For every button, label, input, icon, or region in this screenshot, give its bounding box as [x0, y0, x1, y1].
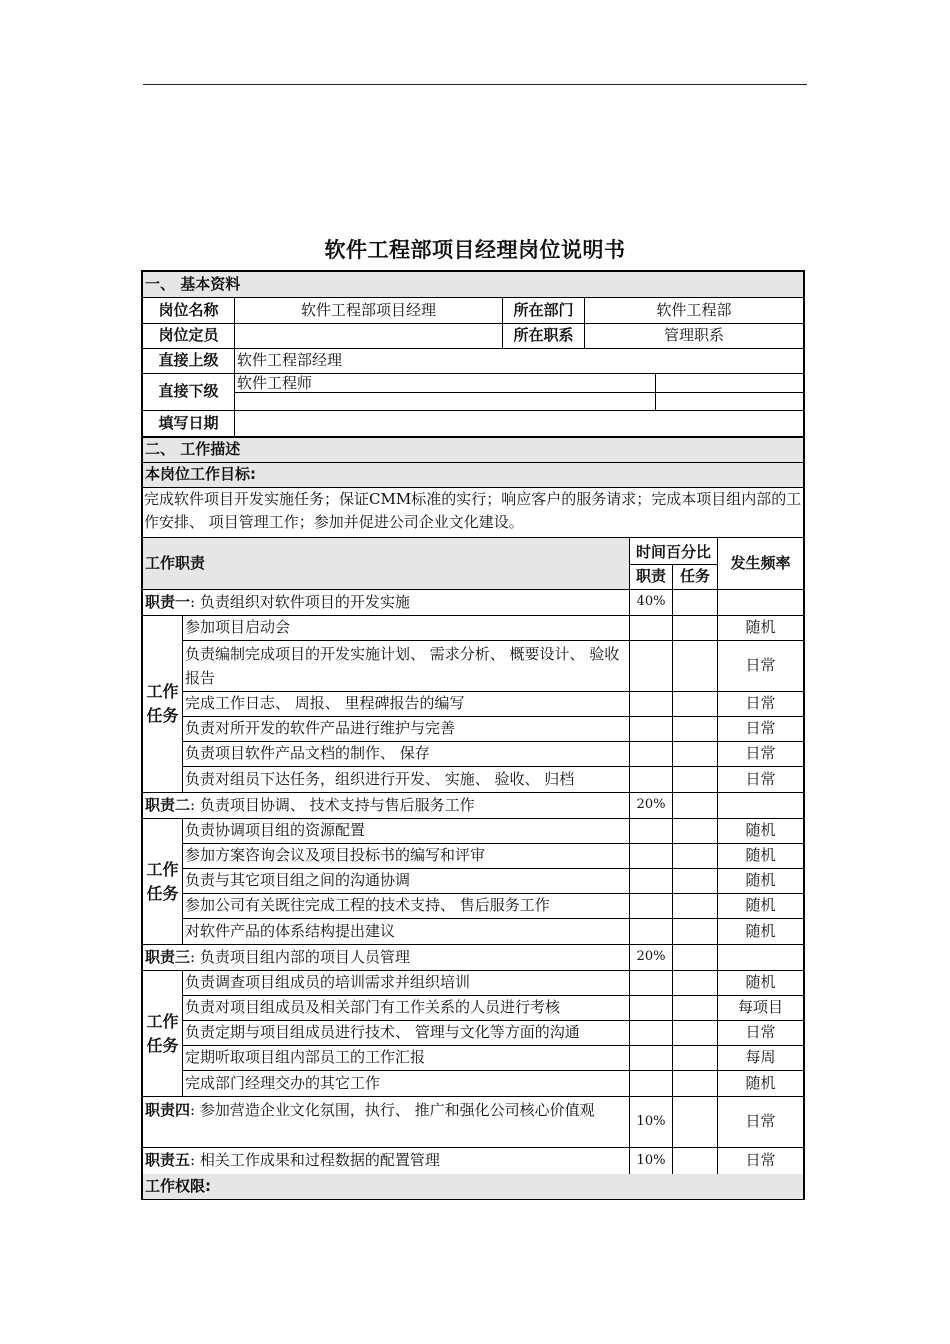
duty-text: [143, 793, 630, 818]
authority-row: [143, 1174, 803, 1199]
task-duty-pct: [630, 819, 673, 843]
task-duty-pct: [630, 1071, 673, 1096]
duty-description: : 负责组织对软件项目的开发实施: [190, 592, 410, 611]
task-frequency: 日常: [745, 656, 776, 675]
task-time-pct: [673, 1097, 718, 1147]
duty-frequency: [718, 793, 803, 818]
task-text: 负责与其它项目组之间的沟通协调: [183, 869, 630, 893]
task-duty-pct: [630, 767, 673, 792]
task-text: 负责对项目组成员及相关部门有工作关系的人员进行考核: [183, 996, 630, 1020]
date-row: [143, 411, 803, 438]
department-value: 软件工程部: [656, 300, 732, 319]
task-group-label: 工作 任务: [143, 819, 183, 944]
duty-time-pct: 20%: [630, 793, 673, 818]
task-text: 负责协调项目组的资源配置: [183, 819, 630, 843]
task-frequency: 日常: [745, 744, 776, 763]
duty-text: [143, 1148, 630, 1174]
task-row: [183, 717, 803, 742]
task-group-label: 工作 任务: [143, 616, 183, 792]
subordinate-label: 直接下级: [143, 374, 235, 410]
headcount-row: [143, 324, 803, 349]
task-time-pct: [673, 590, 718, 615]
task-frequency: 随机: [745, 973, 776, 992]
duty-description: : 参加营造企业文化氛围，执行、 推广和强化公司核心价值观: [190, 1101, 595, 1119]
duty-text: [143, 1097, 630, 1147]
task-row: [183, 844, 803, 869]
task-row: [183, 767, 803, 792]
duties-header-row: [143, 538, 803, 590]
task-task-pct: [673, 844, 718, 868]
document-title: 软件工程部项目经理岗位说明书: [324, 238, 626, 262]
duty-text: [143, 590, 630, 615]
duty-time-pct: 20%: [630, 945, 673, 970]
task-row: [183, 641, 803, 692]
task-row: [183, 1071, 803, 1096]
task-frequency: 日常: [745, 1023, 776, 1042]
time-pct-header: [630, 538, 718, 589]
duty-description: : 相关工作成果和过程数据的配置管理: [190, 1151, 440, 1170]
task-text: 完成部门经理交办的其它工作: [183, 1071, 630, 1096]
duty-time-pct: 40%: [630, 590, 673, 615]
duty-col-header: 职责: [630, 565, 673, 589]
duties-label: 工作职责: [143, 538, 630, 589]
task-rows: [183, 616, 803, 792]
task-frequency: 随机: [745, 871, 776, 890]
date-value: [235, 411, 803, 436]
task-row: [183, 996, 803, 1021]
task-duty-pct: [630, 616, 673, 640]
section1-heading-row: [143, 272, 803, 298]
task-row: [183, 819, 803, 844]
task-task-pct: [673, 717, 718, 741]
task-text: 对软件产品的体系结构提出建议: [183, 919, 630, 944]
duty-description: : 负责项目组内部的项目人员管理: [190, 947, 410, 966]
task-frequency: 随机: [745, 921, 776, 940]
task-group: [143, 971, 803, 1097]
task-text: 负责项目软件产品文档的制作、 保存: [183, 742, 630, 766]
task-duty-pct: [630, 1021, 673, 1045]
duty-frequency: [718, 590, 803, 615]
task-frequency: 随机: [745, 846, 776, 865]
duty-prefix: 职责二: [145, 795, 191, 814]
task-row: [183, 894, 803, 919]
task-text: 参加方案咨询会议及项目投标书的编写和评审: [183, 844, 630, 868]
task-text: 定期听取项目组内部员工的工作汇报: [183, 1046, 630, 1070]
task-frequency: 日常: [745, 694, 776, 713]
task-task-pct: [673, 1071, 718, 1096]
superior-row: [143, 349, 803, 374]
duty-time-pct: 10%: [630, 1097, 673, 1147]
task-task-pct: [673, 919, 718, 944]
task-duty-pct: [630, 641, 673, 691]
task-row: [183, 971, 803, 996]
authority-label: 工作权限:: [143, 1174, 803, 1199]
task-frequency: 日常: [745, 769, 776, 788]
task-task-pct: [673, 869, 718, 893]
task-duty-pct: [630, 996, 673, 1020]
task-group-label: 工作 任务: [143, 971, 183, 1096]
duty-prefix: 职责三: [145, 947, 191, 966]
task-task-pct: [673, 819, 718, 843]
task-duty-pct: [630, 971, 673, 995]
goal-text-row: [143, 488, 803, 538]
task-task-pct: [673, 971, 718, 995]
task-duty-pct: [630, 1046, 673, 1070]
position-name-label: 岗位名称: [143, 298, 235, 323]
task-task-pct: [673, 692, 718, 716]
task-row: [183, 1021, 803, 1046]
task-text: 负责定期与项目组成员进行技术、 管理与文化等方面的沟通: [183, 1021, 630, 1045]
duty-prefix: 职责五: [145, 1151, 191, 1170]
task-text: 参加公司有关既往完成工程的技术支持、 售后服务工作: [183, 894, 630, 918]
goal-label-row: [143, 463, 803, 488]
goal-text: 完成软件项目开发实施任务；保证CMM标准的实行；响应客户的服务请求；完成本项目组内部的工作安排、 项目管理工作；参加并促进公司企业文化建设。: [144, 490, 802, 531]
duty-row: [143, 1097, 803, 1148]
task-duty-pct: [630, 894, 673, 918]
task-frequency: 日常: [745, 719, 776, 738]
task-frequency: 随机: [745, 618, 776, 637]
task-duty-pct: [630, 692, 673, 716]
headcount-value: [235, 324, 503, 348]
task-text: 负责对所开发的软件产品进行维护与完善: [183, 717, 630, 741]
headcount-label: 岗位定员: [143, 324, 235, 348]
task-text: 负责编制完成项目的开发实施计划、 需求分析、 概要设计、 验收报告: [183, 641, 630, 691]
task-frequency: 随机: [745, 1073, 776, 1092]
series-value: 管理职系: [663, 326, 724, 345]
task-text: 完成工作日志、 周报、 里程碑报告的编写: [183, 692, 630, 716]
series-label: 所在职系: [503, 324, 585, 348]
task-rows: [183, 971, 803, 1096]
task-time-pct: [673, 793, 718, 818]
header-rule: [143, 84, 807, 85]
duty-row: [143, 590, 803, 616]
position-row: [143, 298, 803, 324]
task-col-header: 任务: [679, 567, 710, 586]
task-frequency: 每周: [745, 1048, 776, 1067]
task-time-pct: [673, 945, 718, 970]
task-frequency: 每项目: [737, 998, 783, 1017]
task-task-pct: [673, 1021, 718, 1045]
freq-header: 发生频率: [730, 553, 791, 572]
task-row: [183, 869, 803, 894]
task-duty-pct: [630, 869, 673, 893]
section2-heading: 二、 工作描述: [143, 438, 803, 462]
duty-row: [143, 1148, 803, 1174]
task-row: [183, 919, 803, 944]
superior-value: 软件工程部经理: [237, 351, 343, 370]
task-row: [183, 692, 803, 717]
time-pct-label: 时间百分比: [630, 538, 717, 565]
task-task-pct: [673, 894, 718, 918]
task-row: [183, 1046, 803, 1071]
task-task-pct: [673, 641, 718, 691]
duty-frequency: 日常: [745, 1151, 776, 1170]
task-duty-pct: [630, 717, 673, 741]
task-frequency: 随机: [745, 821, 776, 840]
duty-time-pct: 10%: [630, 1148, 673, 1174]
task-duty-pct: [630, 919, 673, 944]
task-rows: [183, 819, 803, 944]
duty-text: [143, 945, 630, 970]
task-duty-pct: [630, 844, 673, 868]
task-frequency: 随机: [745, 896, 776, 915]
task-task-pct: [673, 996, 718, 1020]
duty-row: [143, 793, 803, 819]
department-label: 所在部门: [503, 298, 585, 323]
task-text: 负责调查项目组成员的培训需求并组织培训: [183, 971, 630, 995]
section2-heading-row: [143, 438, 803, 463]
task-task-pct: [673, 767, 718, 792]
duty-description: : 负责项目协调、 技术支持与售后服务工作: [190, 795, 475, 814]
duty-prefix: 职责一: [145, 592, 191, 611]
duty-row: [143, 945, 803, 971]
task-task-pct: [673, 1046, 718, 1070]
goal-label: 本岗位工作目标:: [143, 463, 803, 487]
subordinate-value: 软件工程师: [235, 374, 656, 392]
task-duty-pct: [630, 742, 673, 766]
job-description-table: [141, 270, 805, 1200]
superior-label: 直接上级: [143, 349, 235, 373]
task-text: 参加项目启动会: [183, 616, 630, 640]
position-name-value: 软件工程部项目经理: [235, 298, 503, 323]
duties-list: [143, 590, 803, 1174]
task-group: [143, 616, 803, 793]
date-label: 填写日期: [143, 411, 235, 436]
duty-prefix: 职责四: [145, 1101, 191, 1119]
task-time-pct: [673, 1148, 718, 1174]
subordinate-row: [143, 374, 803, 411]
task-task-pct: [673, 616, 718, 640]
task-group: [143, 819, 803, 945]
section1-heading: 一、 基本资料: [143, 272, 803, 297]
task-task-pct: [673, 742, 718, 766]
task-row: [183, 616, 803, 641]
duty-frequency: [718, 945, 803, 970]
subordinate-grid: [235, 374, 803, 410]
task-text: 负责对组员下达任务，组织进行开发、 实施、 验收、 归档: [183, 767, 630, 792]
task-row: [183, 742, 803, 767]
duty-frequency: 日常: [745, 1112, 776, 1131]
